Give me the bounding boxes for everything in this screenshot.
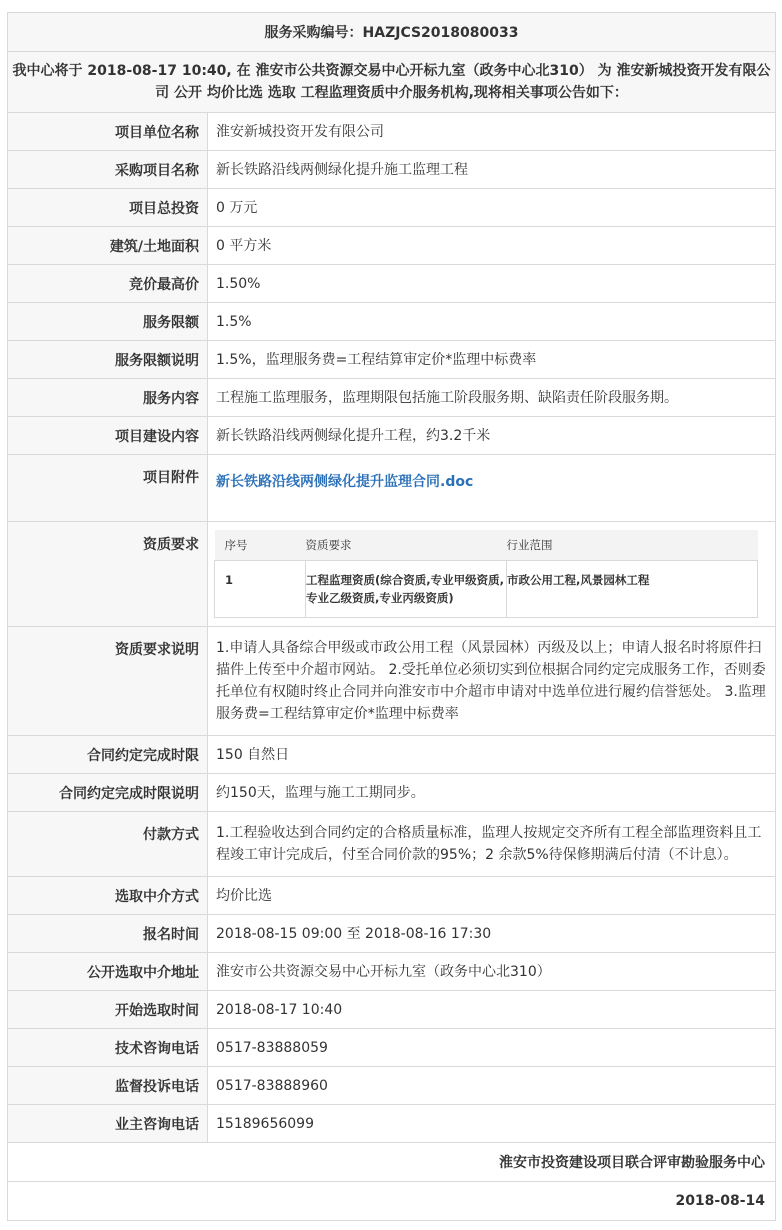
row-tech-phone — [8, 1029, 776, 1067]
row-max-price — [8, 265, 776, 303]
qual-req: 工程监理资质(综合资质,专业甲级资质,专业乙级资质,专业丙级资质) — [306, 561, 507, 618]
footer-org: 淮安市投资建设项目联合评审勘验服务中心 — [8, 1143, 776, 1182]
row-method — [8, 877, 776, 915]
footer-org-row — [8, 1143, 776, 1182]
qual-scope: 市政公用工程,风景园林工程 — [507, 561, 758, 618]
row-payment — [8, 812, 776, 877]
row-project — [8, 151, 776, 189]
label-limit-desc: 服务限额说明 — [8, 341, 208, 379]
row-qual-desc — [8, 627, 776, 736]
qualification-table — [214, 530, 758, 618]
row-build-content — [8, 417, 776, 455]
value-method: 均价比选 — [208, 877, 776, 915]
row-address — [8, 953, 776, 991]
label-build-content: 项目建设内容 — [8, 417, 208, 455]
qual-header-no: 序号 — [215, 530, 306, 561]
qual-header-scope: 行业范围 — [507, 530, 758, 561]
row-content — [8, 379, 776, 417]
value-qualification-cell — [208, 522, 776, 627]
title-row — [8, 13, 776, 52]
value-start: 2018-08-17 10:40 — [208, 991, 776, 1029]
row-limit-desc — [8, 341, 776, 379]
value-deadline: 150 自然日 — [208, 736, 776, 774]
label-qual-desc: 资质要求说明 — [8, 627, 208, 736]
value-address: 淮安市公共资源交易中心开标九室（政务中心北310） — [208, 953, 776, 991]
value-content: 工程施工监理服务，监理期限包括施工阶段服务期、缺陷责任阶段服务期。 — [208, 379, 776, 417]
label-max-price: 竞价最高价 — [8, 265, 208, 303]
label-area: 建筑/土地面积 — [8, 227, 208, 265]
value-owner-phone: 15189656099 — [208, 1105, 776, 1143]
row-area — [8, 227, 776, 265]
value-build-content: 新长铁路沿线两侧绿化提升工程，约3.2千米 — [208, 417, 776, 455]
qual-header-req: 资质要求 — [306, 530, 507, 561]
row-deadline-desc — [8, 774, 776, 812]
row-owner-phone — [8, 1105, 776, 1143]
footer-date-row — [8, 1182, 776, 1221]
row-complaint-phone — [8, 1067, 776, 1105]
value-limit-desc: 1.5%，监理服务费=工程结算审定价*监理中标费率 — [208, 341, 776, 379]
label-deadline-desc: 合同约定完成时限说明 — [8, 774, 208, 812]
footer-date: 2018-08-14 — [8, 1182, 776, 1221]
notice-table — [7, 12, 776, 1221]
label-start: 开始选取时间 — [8, 991, 208, 1029]
label-owner-phone: 业主咨询电话 — [8, 1105, 208, 1143]
row-attachment — [8, 455, 776, 522]
value-attachment-cell — [208, 455, 776, 522]
row-limit — [8, 303, 776, 341]
label-signup: 报名时间 — [8, 915, 208, 953]
row-investment — [8, 189, 776, 227]
label-attachment: 项目附件 — [8, 455, 208, 522]
row-start — [8, 991, 776, 1029]
value-tech-phone: 0517-83888059 — [208, 1029, 776, 1067]
value-qual-desc: 1.申请人具备综合甲级或市政公用工程（风景园林）丙级及以上；申请人报名时将原件扫描件上传至中介超市网站。 2.受托单位必须切实到位根据合同约定完成服务工作，否则委托单位有权随时终止合同并向淮安市中介超市申请对中选单位进行履约信誉惩处。 3.监理服务费=工程结算审定价*监理中标费率 — [208, 627, 776, 736]
label-tech-phone: 技术咨询电话 — [8, 1029, 208, 1067]
label-investment: 项目总投资 — [8, 189, 208, 227]
label-method: 选取中介方式 — [8, 877, 208, 915]
qualification-header-row — [215, 530, 758, 561]
label-deadline: 合同约定完成时限 — [8, 736, 208, 774]
label-limit: 服务限额 — [8, 303, 208, 341]
value-investment: 0 万元 — [208, 189, 776, 227]
value-complaint-phone: 0517-83888960 — [208, 1067, 776, 1105]
label-unit: 项目单位名称 — [8, 113, 208, 151]
label-project: 采购项目名称 — [8, 151, 208, 189]
label-complaint-phone: 监督投诉电话 — [8, 1067, 208, 1105]
value-signup: 2018-08-15 09:00 至 2018-08-16 17:30 — [208, 915, 776, 953]
qual-no: 1 — [215, 561, 306, 618]
value-limit: 1.5% — [208, 303, 776, 341]
intro-row — [8, 52, 776, 113]
row-qualification — [8, 522, 776, 627]
label-address: 公开选取中介地址 — [8, 953, 208, 991]
value-payment: 1.工程验收达到合同约定的合格质量标准，监理人按规定交齐所有工程全部监理资料且工程竣工审计完成后，付至合同价款的95%；2 余款5%待保修期满后付清（不计息）。 — [208, 812, 776, 877]
value-unit: 淮安新城投资开发有限公司 — [208, 113, 776, 151]
procurement-number: 服务采购编号：HAZJCS2018080033 — [8, 13, 776, 52]
label-qualification: 资质要求 — [8, 522, 208, 627]
value-max-price: 1.50% — [208, 265, 776, 303]
row-unit — [8, 113, 776, 151]
table-row — [215, 561, 758, 618]
label-content: 服务内容 — [8, 379, 208, 417]
intro-text: 我中心将于 2018-08-17 10:40, 在 淮安市公共资源交易中心开标九室（政务中心北310） 为 淮安新城投资开发有限公司 公开 均价比选 选取 工程监理资质中介服务机构,现将相关事项公告如下： — [8, 52, 776, 113]
attachment-link[interactable]: 新长铁路沿线两侧绿化提升监理合同.doc — [216, 474, 474, 490]
value-area: 0 平方米 — [208, 227, 776, 265]
value-project: 新长铁路沿线两侧绿化提升施工监理工程 — [208, 151, 776, 189]
value-deadline-desc: 约150天，监理与施工工期同步。 — [208, 774, 776, 812]
label-payment: 付款方式 — [8, 812, 208, 877]
row-signup — [8, 915, 776, 953]
row-deadline — [8, 736, 776, 774]
